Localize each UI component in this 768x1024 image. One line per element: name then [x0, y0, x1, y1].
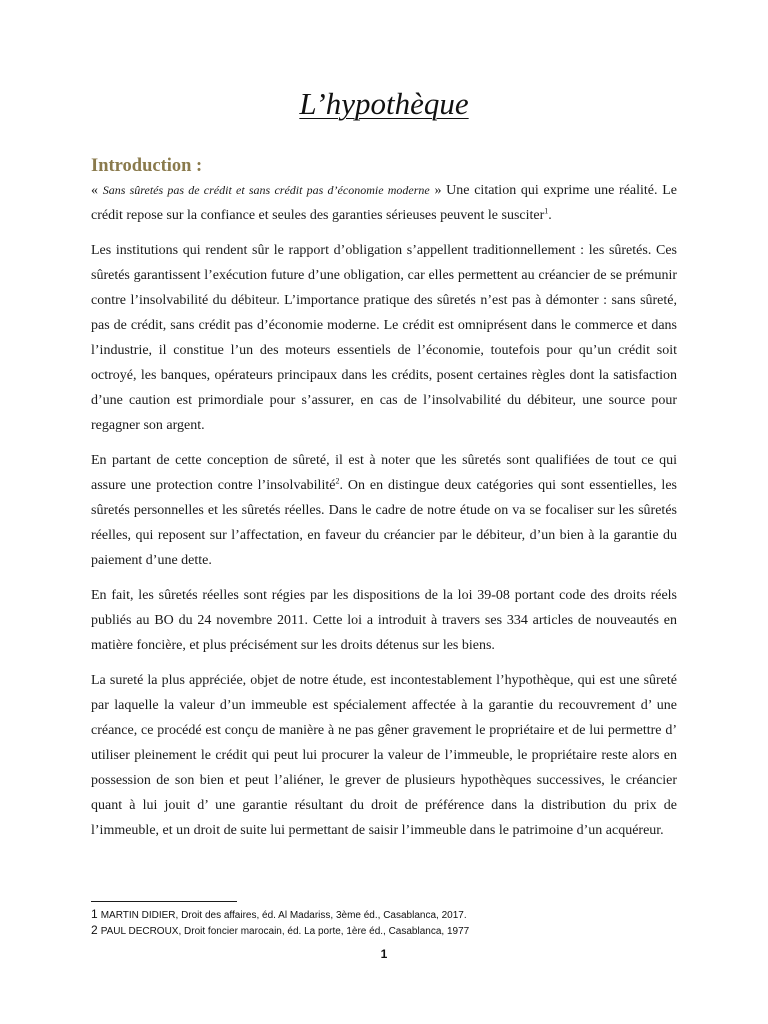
intro-paragraph — [91, 178, 677, 228]
footnotes — [91, 907, 691, 939]
footnote-1 — [91, 907, 691, 923]
document-title: L’hypothèque — [299, 86, 469, 121]
paragraph-suretes: Les institutions qui rendent sûr le rapport d’obligation s’appellent traditionnellement : les sûretés. Ces sûretés garantissent l’exécution future d’une obligation, car elles permettent au créancier de se prémunir contre l’insolvabilité du débiteur. L’importance pratique des sûretés n’est pas à démonter : sans sûreté, pas de crédit, sans crédit pas d’économie moderne. Le crédit est omniprésent dans le commerce et dans l’industrie, il constitue l’un des moteurs essentiels de l’économie, toutefois pour qu’un crédit soit octroyé, les banques, opérateurs principaux dans les crédits, posent certaines règles dont la satisfaction d’une caution est primordiale pour s’assurer, en cas de l’insolvabilité du débiteur, une source pour regagner son argent. — [91, 243, 677, 433]
paragraph-hypotheque: La sureté la plus appréciée, objet de notre étude, est incontestablement l’hypothèque, qui est une sûreté par laquelle la valeur d’un immeuble est spécialement affectée à la garantie du recouvrement d’ une créance, ce procédé est conçu de manière à ne pas gêner gravement le propriétaire et de lui permettre d’ utiliser pleinement le crédit qui peut lui procurer la valeur de l’immeuble, le propriétaire reste alors en possession de son bien et peut l’aliéner, le grever de plusieurs hypothèques successives, le créancier quant à lui jouit d’ une garantie résultant du droit de préférence dans la distribution du prix de l’immeuble, et un droit de suite lui permettant de saisir l’immeuble dans le patrimoine d’un acquéreur. — [91, 673, 677, 838]
body-text — [91, 178, 677, 853]
footnote-number: 1 — [91, 907, 98, 921]
quote-close-mark: » — [429, 183, 442, 198]
footnote-2 — [91, 923, 691, 939]
section-heading-introduction: Introduction : — [91, 156, 203, 176]
footnote-ref-2[interactable]: 2 — [335, 476, 340, 486]
footnote-text: PAUL DECROUX, Droit foncier marocain, éd. La porte, 1ère éd., Casablanca, 1977 — [100, 926, 470, 937]
quote-open-mark: « — [91, 183, 103, 198]
paragraph-conception-after: . On en distingue deux catégories qui sont essentielles, les sûretés personnelles et les sûretés réelles. Dans le cadre de notre étude on va se focaliser sur les sûretés réelles, qui reposent sur l’affectation, en faveur du créancier par le débiteur, d’un bien à la garantie du paiement d’une dette. — [91, 478, 677, 568]
intro-end: . — [548, 208, 552, 223]
paragraph-conception — [91, 448, 677, 573]
paragraph-conception-before: En partant de cette conception de sûreté, il est à noter que les sûretés sont qualifiées de tout ce qui assure une protection contre l’insolvabilité — [91, 453, 677, 493]
page-number: 1 — [380, 947, 388, 961]
intro-quote: Sans sûretés pas de crédit et sans crédit pas d’économie moderne — [102, 183, 430, 197]
footnote-number: 2 — [91, 923, 98, 937]
paragraph-loi: En fait, les sûretés réelles sont régies par les dispositions de la loi 39-08 portant code des droits réels publiés au BO du 24 novembre 2011. Cette loi a introduit à travers ses 334 articles de nouveautés en matière foncière, et plus précisément sur les droits détenus sur les biens. — [91, 588, 677, 653]
intro-text: Une citation qui exprime une réalité. Le crédit repose sur la confiance et seules des garanties sérieuses peuvent le susciter — [91, 183, 677, 223]
footnote-text: MARTIN DIDIER, Droit des affaires, éd. Al Madariss, 3ème éd., Casablanca, 2017. — [100, 910, 467, 921]
footnote-ref-1[interactable]: 1 — [544, 206, 549, 216]
footnote-separator — [91, 901, 237, 902]
